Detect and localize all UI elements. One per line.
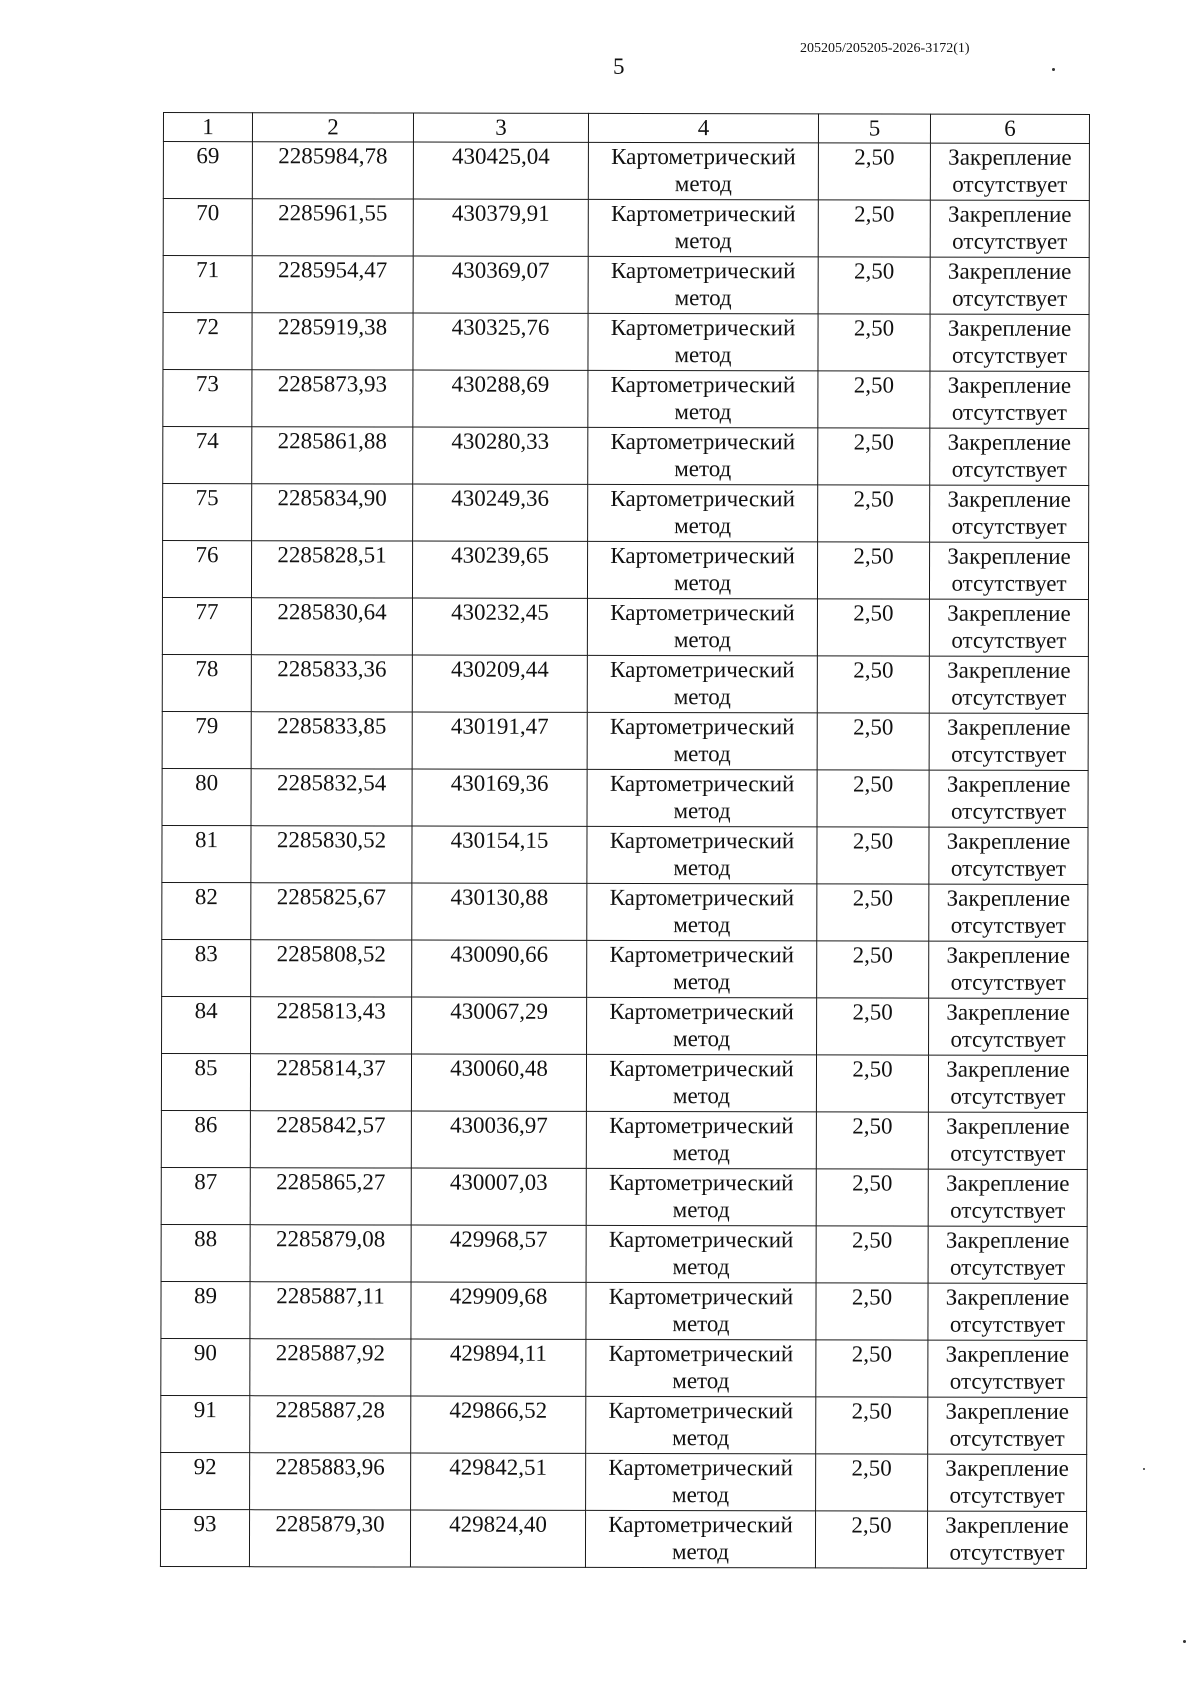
x-coordinate-cell: 2285865,27	[250, 1168, 411, 1225]
point-number-cell: 85	[161, 1053, 250, 1110]
fixing-cell: Закрепление отсутствует	[929, 827, 1088, 884]
x-coordinate-cell: 2285808,52	[251, 940, 412, 997]
accuracy-cell: 2,50	[817, 884, 929, 941]
column-header-5: 5	[818, 114, 930, 143]
accuracy-cell: 2,50	[818, 143, 930, 200]
method-cell: Картометрический метод	[588, 199, 818, 256]
y-coordinate-cell: 430288,69	[413, 370, 588, 427]
table-row	[161, 1281, 1087, 1340]
column-header-1: 1	[163, 113, 252, 142]
table-row	[161, 1224, 1087, 1283]
method-cell: Картометрический метод	[586, 1282, 816, 1339]
method-cell: Картометрический метод	[587, 598, 817, 655]
method-cell: Картометрический метод	[588, 427, 818, 484]
accuracy-cell: 2,50	[817, 713, 929, 770]
point-number-cell: 74	[163, 427, 252, 484]
x-coordinate-cell: 2285919,38	[252, 313, 413, 370]
table-row	[162, 939, 1088, 998]
method-cell: Картометрический метод	[587, 997, 817, 1054]
point-number-cell: 71	[163, 256, 252, 313]
accuracy-cell: 2,50	[818, 428, 930, 485]
point-number-cell: 75	[163, 484, 252, 541]
method-cell: Картометрический метод	[588, 484, 818, 541]
y-coordinate-cell: 430067,29	[412, 997, 587, 1054]
x-coordinate-cell: 2285813,43	[251, 997, 412, 1054]
accuracy-cell: 2,50	[817, 542, 929, 599]
method-cell: Картометрический метод	[586, 1453, 816, 1510]
table-row	[162, 825, 1088, 884]
y-coordinate-cell: 429842,51	[411, 1453, 586, 1510]
y-coordinate-cell: 430130,88	[412, 883, 587, 940]
table-row	[161, 1395, 1087, 1454]
x-coordinate-cell: 2285961,55	[252, 199, 413, 256]
table-row	[161, 1167, 1087, 1226]
method-cell: Картометрический метод	[587, 712, 817, 769]
accuracy-cell: 2,50	[818, 314, 930, 371]
y-coordinate-cell: 430090,66	[412, 940, 587, 997]
point-number-cell: 77	[162, 598, 251, 655]
x-coordinate-cell: 2285842,57	[250, 1111, 411, 1168]
point-number-cell: 86	[161, 1110, 250, 1167]
table-row	[162, 711, 1088, 770]
method-cell: Картометрический метод	[586, 1225, 816, 1282]
table-body	[160, 142, 1089, 1569]
x-coordinate-cell: 2285830,52	[251, 826, 412, 883]
accuracy-cell: 2,50	[818, 485, 930, 542]
point-number-cell: 69	[163, 142, 252, 199]
y-coordinate-cell: 430232,45	[412, 598, 587, 655]
point-number-cell: 80	[162, 768, 251, 825]
x-coordinate-cell: 2285861,88	[252, 427, 413, 484]
accuracy-cell: 2,50	[817, 827, 929, 884]
point-number-cell: 82	[162, 882, 251, 939]
fixing-cell: Закрепление отсутствует	[930, 314, 1089, 371]
method-cell: Картометрический метод	[586, 1054, 816, 1111]
table-row	[163, 256, 1089, 315]
table-row	[162, 768, 1088, 827]
fixing-cell: Закрепление отсутствует	[929, 599, 1088, 656]
y-coordinate-cell: 430154,15	[412, 826, 587, 883]
x-coordinate-cell: 2285833,36	[251, 655, 412, 712]
accuracy-cell: 2,50	[816, 1112, 928, 1169]
accuracy-cell: 2,50	[816, 1397, 928, 1454]
point-number-cell: 93	[160, 1509, 249, 1566]
table-row	[161, 1053, 1087, 1112]
y-coordinate-cell: 430191,47	[412, 712, 587, 769]
point-number-cell: 81	[162, 825, 251, 882]
y-coordinate-cell: 430239,65	[412, 541, 587, 598]
fixing-cell: Закрепление отсутствует	[929, 656, 1088, 713]
accuracy-cell: 2,50	[818, 200, 930, 257]
point-number-cell: 70	[163, 199, 252, 256]
method-cell: Картометрический метод	[585, 1510, 815, 1567]
method-cell: Картометрический метод	[588, 142, 818, 199]
y-coordinate-cell: 429824,40	[410, 1510, 585, 1567]
point-number-cell: 76	[162, 541, 251, 598]
method-cell: Картометрический метод	[586, 1168, 816, 1225]
table-row	[162, 598, 1088, 657]
table-row	[163, 484, 1089, 543]
x-coordinate-cell: 2285830,64	[251, 598, 412, 655]
x-coordinate-cell: 2285828,51	[251, 541, 412, 598]
accuracy-cell: 2,50	[816, 1169, 928, 1226]
x-coordinate-cell: 2285879,08	[250, 1225, 411, 1282]
table-row	[163, 142, 1089, 201]
y-coordinate-cell: 430007,03	[411, 1168, 586, 1225]
fixing-cell: Закрепление отсутствует	[930, 371, 1089, 428]
fixing-cell: Закрепление отсутствует	[930, 428, 1089, 485]
y-coordinate-cell: 430249,36	[413, 484, 588, 541]
table-row	[162, 882, 1088, 941]
column-header-6: 6	[930, 114, 1089, 143]
column-header-2: 2	[252, 113, 413, 142]
method-cell: Картометрический метод	[587, 883, 817, 940]
fixing-cell: Закрепление отсутствует	[929, 770, 1088, 827]
point-number-cell: 91	[161, 1395, 250, 1452]
x-coordinate-cell: 2285832,54	[251, 769, 412, 826]
fixing-cell: Закрепление отсутствует	[927, 1511, 1086, 1568]
x-coordinate-cell: 2285883,96	[250, 1453, 411, 1510]
scan-speck	[1183, 1640, 1186, 1643]
x-coordinate-cell: 2285825,67	[251, 883, 412, 940]
accuracy-cell: 2,50	[816, 1283, 928, 1340]
y-coordinate-cell: 429894,11	[411, 1339, 586, 1396]
point-number-cell: 87	[161, 1167, 250, 1224]
fixing-cell: Закрепление отсутствует	[929, 941, 1088, 998]
point-number-cell: 92	[161, 1452, 250, 1509]
point-number-cell: 84	[162, 996, 251, 1053]
fixing-cell: Закрепление отсутствует	[929, 884, 1088, 941]
method-cell: Картометрический метод	[588, 256, 818, 313]
y-coordinate-cell: 430036,97	[411, 1111, 586, 1168]
fixing-cell: Закрепление отсутствует	[928, 1397, 1087, 1454]
document-reference: 205205/205205-2026-3172(1)	[800, 41, 970, 56]
accuracy-cell: 2,50	[816, 1340, 928, 1397]
point-number-cell: 90	[161, 1338, 250, 1395]
y-coordinate-cell: 430425,04	[413, 142, 588, 199]
method-cell: Картометрический метод	[586, 1339, 816, 1396]
y-coordinate-cell: 429968,57	[411, 1225, 586, 1282]
y-coordinate-cell: 430060,48	[411, 1054, 586, 1111]
point-number-cell: 88	[161, 1224, 250, 1281]
x-coordinate-cell: 2285887,92	[250, 1339, 411, 1396]
accuracy-cell: 2,50	[816, 1454, 928, 1511]
x-coordinate-cell: 2285834,90	[252, 484, 413, 541]
method-cell: Картометрический метод	[587, 769, 817, 826]
page-number: 5	[613, 54, 625, 79]
table-row	[163, 313, 1089, 372]
fixing-cell: Закрепление отсутствует	[928, 1055, 1087, 1112]
accuracy-cell: 2,50	[817, 656, 929, 713]
method-cell: Картометрический метод	[587, 826, 817, 883]
scan-speck	[1143, 1468, 1145, 1470]
fixing-cell: Закрепление отсутствует	[928, 1169, 1087, 1226]
y-coordinate-cell: 430325,76	[413, 313, 588, 370]
y-coordinate-cell: 430369,07	[413, 256, 588, 313]
x-coordinate-cell: 2285887,28	[250, 1396, 411, 1453]
fixing-cell: Закрепление отсутствует	[929, 542, 1088, 599]
point-number-cell: 72	[163, 313, 252, 370]
point-number-cell: 79	[162, 711, 251, 768]
fixing-cell: Закрепление отсутствует	[930, 257, 1089, 314]
x-coordinate-cell: 2285954,47	[252, 256, 413, 313]
accuracy-cell: 2,50	[818, 371, 930, 428]
scan-speck	[1052, 68, 1055, 71]
table-row	[162, 654, 1088, 713]
fixing-cell: Закрепление отсутствует	[928, 1226, 1087, 1283]
accuracy-cell: 2,50	[817, 599, 929, 656]
fixing-cell: Закрепление отсутствует	[928, 1112, 1087, 1169]
table-row	[161, 1110, 1087, 1169]
method-cell: Картометрический метод	[587, 655, 817, 712]
y-coordinate-cell: 430169,36	[412, 769, 587, 826]
fixing-cell: Закрепление отсутствует	[930, 200, 1089, 257]
accuracy-cell: 2,50	[816, 1226, 928, 1283]
fixing-cell: Закрепление отсутствует	[928, 1340, 1087, 1397]
accuracy-cell: 2,50	[816, 1055, 928, 1112]
column-header-4: 4	[588, 113, 818, 142]
accuracy-cell: 2,50	[818, 257, 930, 314]
table-row	[163, 370, 1089, 429]
fixing-cell: Закрепление отсутствует	[929, 713, 1088, 770]
coordinates-table	[160, 112, 1090, 1569]
y-coordinate-cell: 429909,68	[411, 1282, 586, 1339]
y-coordinate-cell: 430209,44	[412, 655, 587, 712]
fixing-cell: Закрепление отсутствует	[928, 1283, 1087, 1340]
x-coordinate-cell: 2285984,78	[252, 142, 413, 199]
fixing-cell: Закрепление отсутствует	[929, 998, 1088, 1055]
table-row	[163, 427, 1089, 486]
method-cell: Картометрический метод	[586, 1396, 816, 1453]
point-number-cell: 73	[163, 370, 252, 427]
x-coordinate-cell: 2285833,85	[251, 712, 412, 769]
x-coordinate-cell: 2285873,93	[252, 370, 413, 427]
fixing-cell: Закрепление отсутствует	[930, 485, 1089, 542]
accuracy-cell: 2,50	[817, 998, 929, 1055]
accuracy-cell: 2,50	[817, 941, 929, 998]
table-row	[161, 1338, 1087, 1397]
y-coordinate-cell: 430280,33	[413, 427, 588, 484]
table-row	[163, 199, 1089, 258]
x-coordinate-cell: 2285879,30	[249, 1510, 410, 1567]
table-row	[162, 996, 1088, 1055]
method-cell: Картометрический метод	[588, 370, 818, 427]
x-coordinate-cell: 2285887,11	[250, 1282, 411, 1339]
method-cell: Картометрический метод	[588, 313, 818, 370]
accuracy-cell: 2,50	[817, 770, 929, 827]
table-header-row	[163, 113, 1089, 144]
x-coordinate-cell: 2285814,37	[250, 1054, 411, 1111]
y-coordinate-cell: 430379,91	[413, 199, 588, 256]
fixing-cell: Закрепление отсутствует	[928, 1454, 1087, 1511]
table-row	[162, 541, 1088, 600]
table-row	[161, 1452, 1087, 1511]
point-number-cell: 89	[161, 1281, 250, 1338]
point-number-cell: 83	[162, 939, 251, 996]
y-coordinate-cell: 429866,52	[411, 1396, 586, 1453]
method-cell: Картометрический метод	[587, 541, 817, 598]
table-row	[160, 1509, 1086, 1568]
method-cell: Картометрический метод	[586, 1111, 816, 1168]
fixing-cell: Закрепление отсутствует	[930, 143, 1089, 200]
method-cell: Картометрический метод	[587, 940, 817, 997]
column-header-3: 3	[413, 113, 588, 142]
point-number-cell: 78	[162, 654, 251, 711]
accuracy-cell: 2,50	[815, 1511, 927, 1568]
